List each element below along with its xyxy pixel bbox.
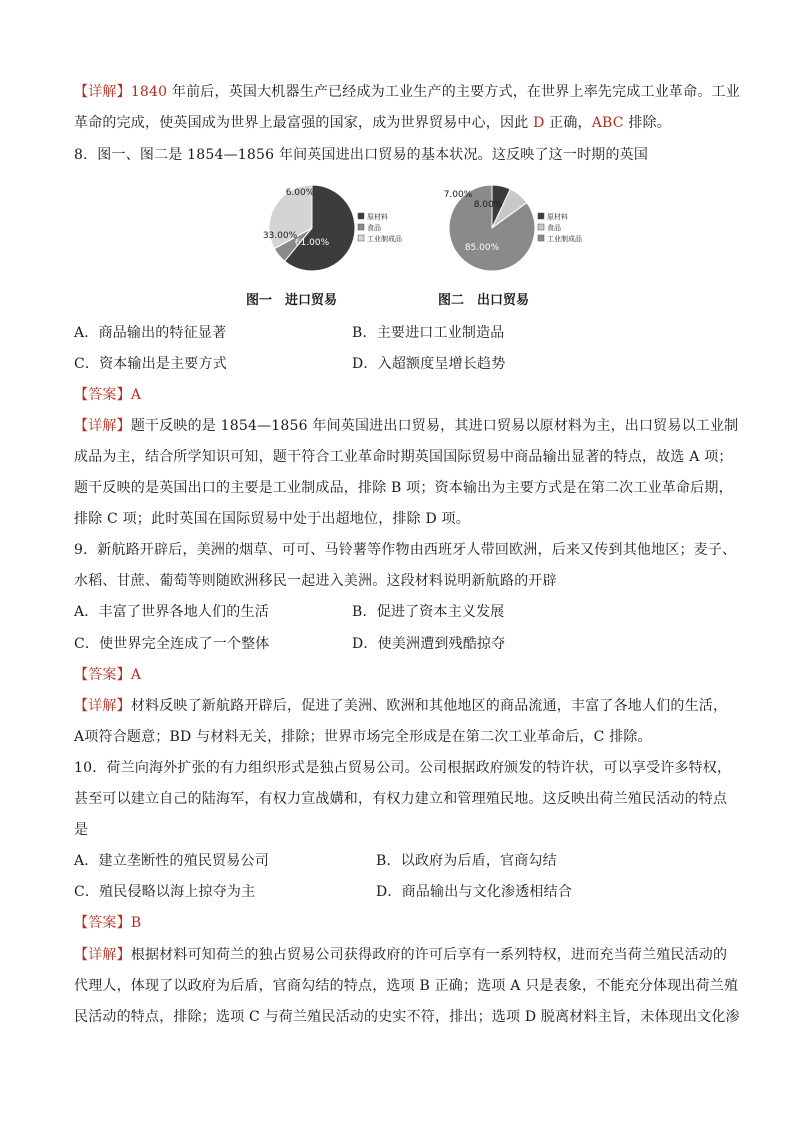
q8-stem: 8．图一、图二是 1854—1856 年间英国进出口贸易的基本状况。这反映了这一时期的英国 [74,147,649,163]
q8-option-d: D．入超额度呈增长趋势 [352,356,506,372]
q7-detail-line-1: 【详解】1840 年前后，英国大机器生产已经成为工业生产的主要方式，在世界上率先完成工业革命。工业 [74,84,740,100]
q10-stem-line-3: 是 [74,822,89,838]
q10-option-d: D．商品输出与文化渗透相结合 [376,884,573,900]
pie-charts [250,183,582,283]
chart-2-legend-swatch-2 [538,224,544,230]
chart-2-legend-label-3: 工业制成品 [547,235,582,243]
q9-stem-line-2: 水稻、甘蔗、葡萄等则随欧洲移民一起进入美洲。这段材料说明新航路的开辟 [74,573,557,589]
chart-2-data-label-1: 7.00% [443,190,473,200]
chart-1-legend-label-2: 食品 [367,224,381,232]
q8-option-b: B．主要进口工业制造品 [352,325,505,341]
chart-2-legend-label-2: 食品 [547,224,561,232]
chart-2-legend-label-1: 原材料 [547,213,568,221]
q9-stem-line-1: 9．新航路开辟后，美洲的烟草、可可、马铃薯等作物由西班牙人带回欧洲，后来又传到其他地区；麦子、 [74,542,737,558]
q9-detail-line-2: A项符合题意；BD 与材料无关，排除；世界市场完全形成是在第二次工业革命后，C 排除。 [74,729,652,745]
q10-detail-line-1: 【详解】根据材料可知荷兰的独占贸易公司获得政府的许可后享有一系列特权，进而充当荷兰殖民活动的 [74,947,728,963]
chart-2-title: 图二 出口贸易 [438,293,530,308]
q9-detail-line-1: 【详解】材料反映了新航路开辟后，促进了美洲、欧洲和其他地区的商品流通，丰富了各地人们的生活， [74,698,728,714]
q10-stem-line-2: 甚至可以建立自己的陆海军，有权力宣战媾和，有权力建立和管理殖民地。这反映出荷兰殖民活动的特点 [74,791,728,807]
chart-1-legend-swatch-1 [358,213,364,219]
q10-option-a: A．建立垄断性的殖民贸易公司 [74,853,269,869]
chart-1-data-label-2: 6.00% [285,188,315,198]
q8-option-c: C．资本输出是主要方式 [74,356,227,372]
q8-answer: 【答案】A [74,387,142,403]
detail-label: 【详解】 [74,84,131,100]
chart-1-legend-swatch-3 [358,235,364,241]
q10-answer: 【答案】B [74,915,142,931]
chart-2-legend-swatch-1 [538,213,544,219]
q10-detail-line-2: 代理人，体现了以政府为后盾，官商勾结的特点，选项 B 正确；选项 A 只是表象，不能充分体现出荷兰殖 [74,978,739,994]
chart-1-legend-label-1: 原材料 [367,213,388,221]
chart-1-legend-swatch-2 [358,224,364,230]
chart-1-title: 图一 进口贸易 [246,293,338,308]
q9-answer: 【答案】A [74,667,142,683]
chart-2-legend-swatch-3 [538,235,544,241]
q9-option-a: A．丰富了世界各地人们的生活 [74,604,269,620]
chart-figure [246,183,582,308]
q8-detail-line-3: 题干反映的是英国出口的主要是工业制成品，排除 B 项；资本输出为主要方式是在第二次工业革命后期， [74,480,733,496]
q10-stem-line-1: 10．荷兰向海外扩张的有力组织形式是独占贸易公司。公司根据政府颁发的特许状，可以享受许多特权， [74,760,732,776]
q9-option-b: B．促进了资本主义发展 [352,604,505,620]
q10-detail-line-3: 民活动的特点，排除；选项 C 与荷兰殖民活动的史实不符，排出；选项 D 脱离材料主旨，未体现出文化渗 [74,1009,740,1025]
q8-detail-line-4: 排除 C 项；此时英国在国际贸易中处于出超地位，排除 D 项。 [74,511,470,527]
q7-detail-line-2: 革命的完成，使英国成为世界上最富强的国家，成为世界贸易中心，因此 D 正确，ABC 排除。 [74,115,671,131]
q8-detail-line-1: 【详解】题干反映的是 1854—1856 年间英国进出口贸易，其进口贸易以原材料为主，出口贸易以工业制 [74,418,739,434]
chart-1-data-label-3: 33.00% [262,231,298,241]
chart-2-data-label-3: 85.00% [464,243,500,253]
chart-1-data-label-1: 61.00% [294,238,330,248]
chart-2-data-label-2: 8.00% [473,200,503,210]
q10-option-c: C．殖民侵略以海上掠夺为主 [74,884,256,900]
q9-option-c: C．使世界完全连成了一个整体 [74,636,270,652]
q8-detail-line-2: 成品为主，结合所学知识可知，题干符合工业革命时期英国国际贸易中商品输出显著的特点，故选 A 项； [74,449,733,465]
chart-1-legend-label-3: 工业制成品 [367,235,402,243]
q8-option-a: A．商品输出的特征显著 [74,325,227,341]
q10-option-b: B．以政府为后盾，官商勾结 [376,853,557,869]
q9-option-d: D．使美洲遭到残酷掠夺 [352,636,506,652]
